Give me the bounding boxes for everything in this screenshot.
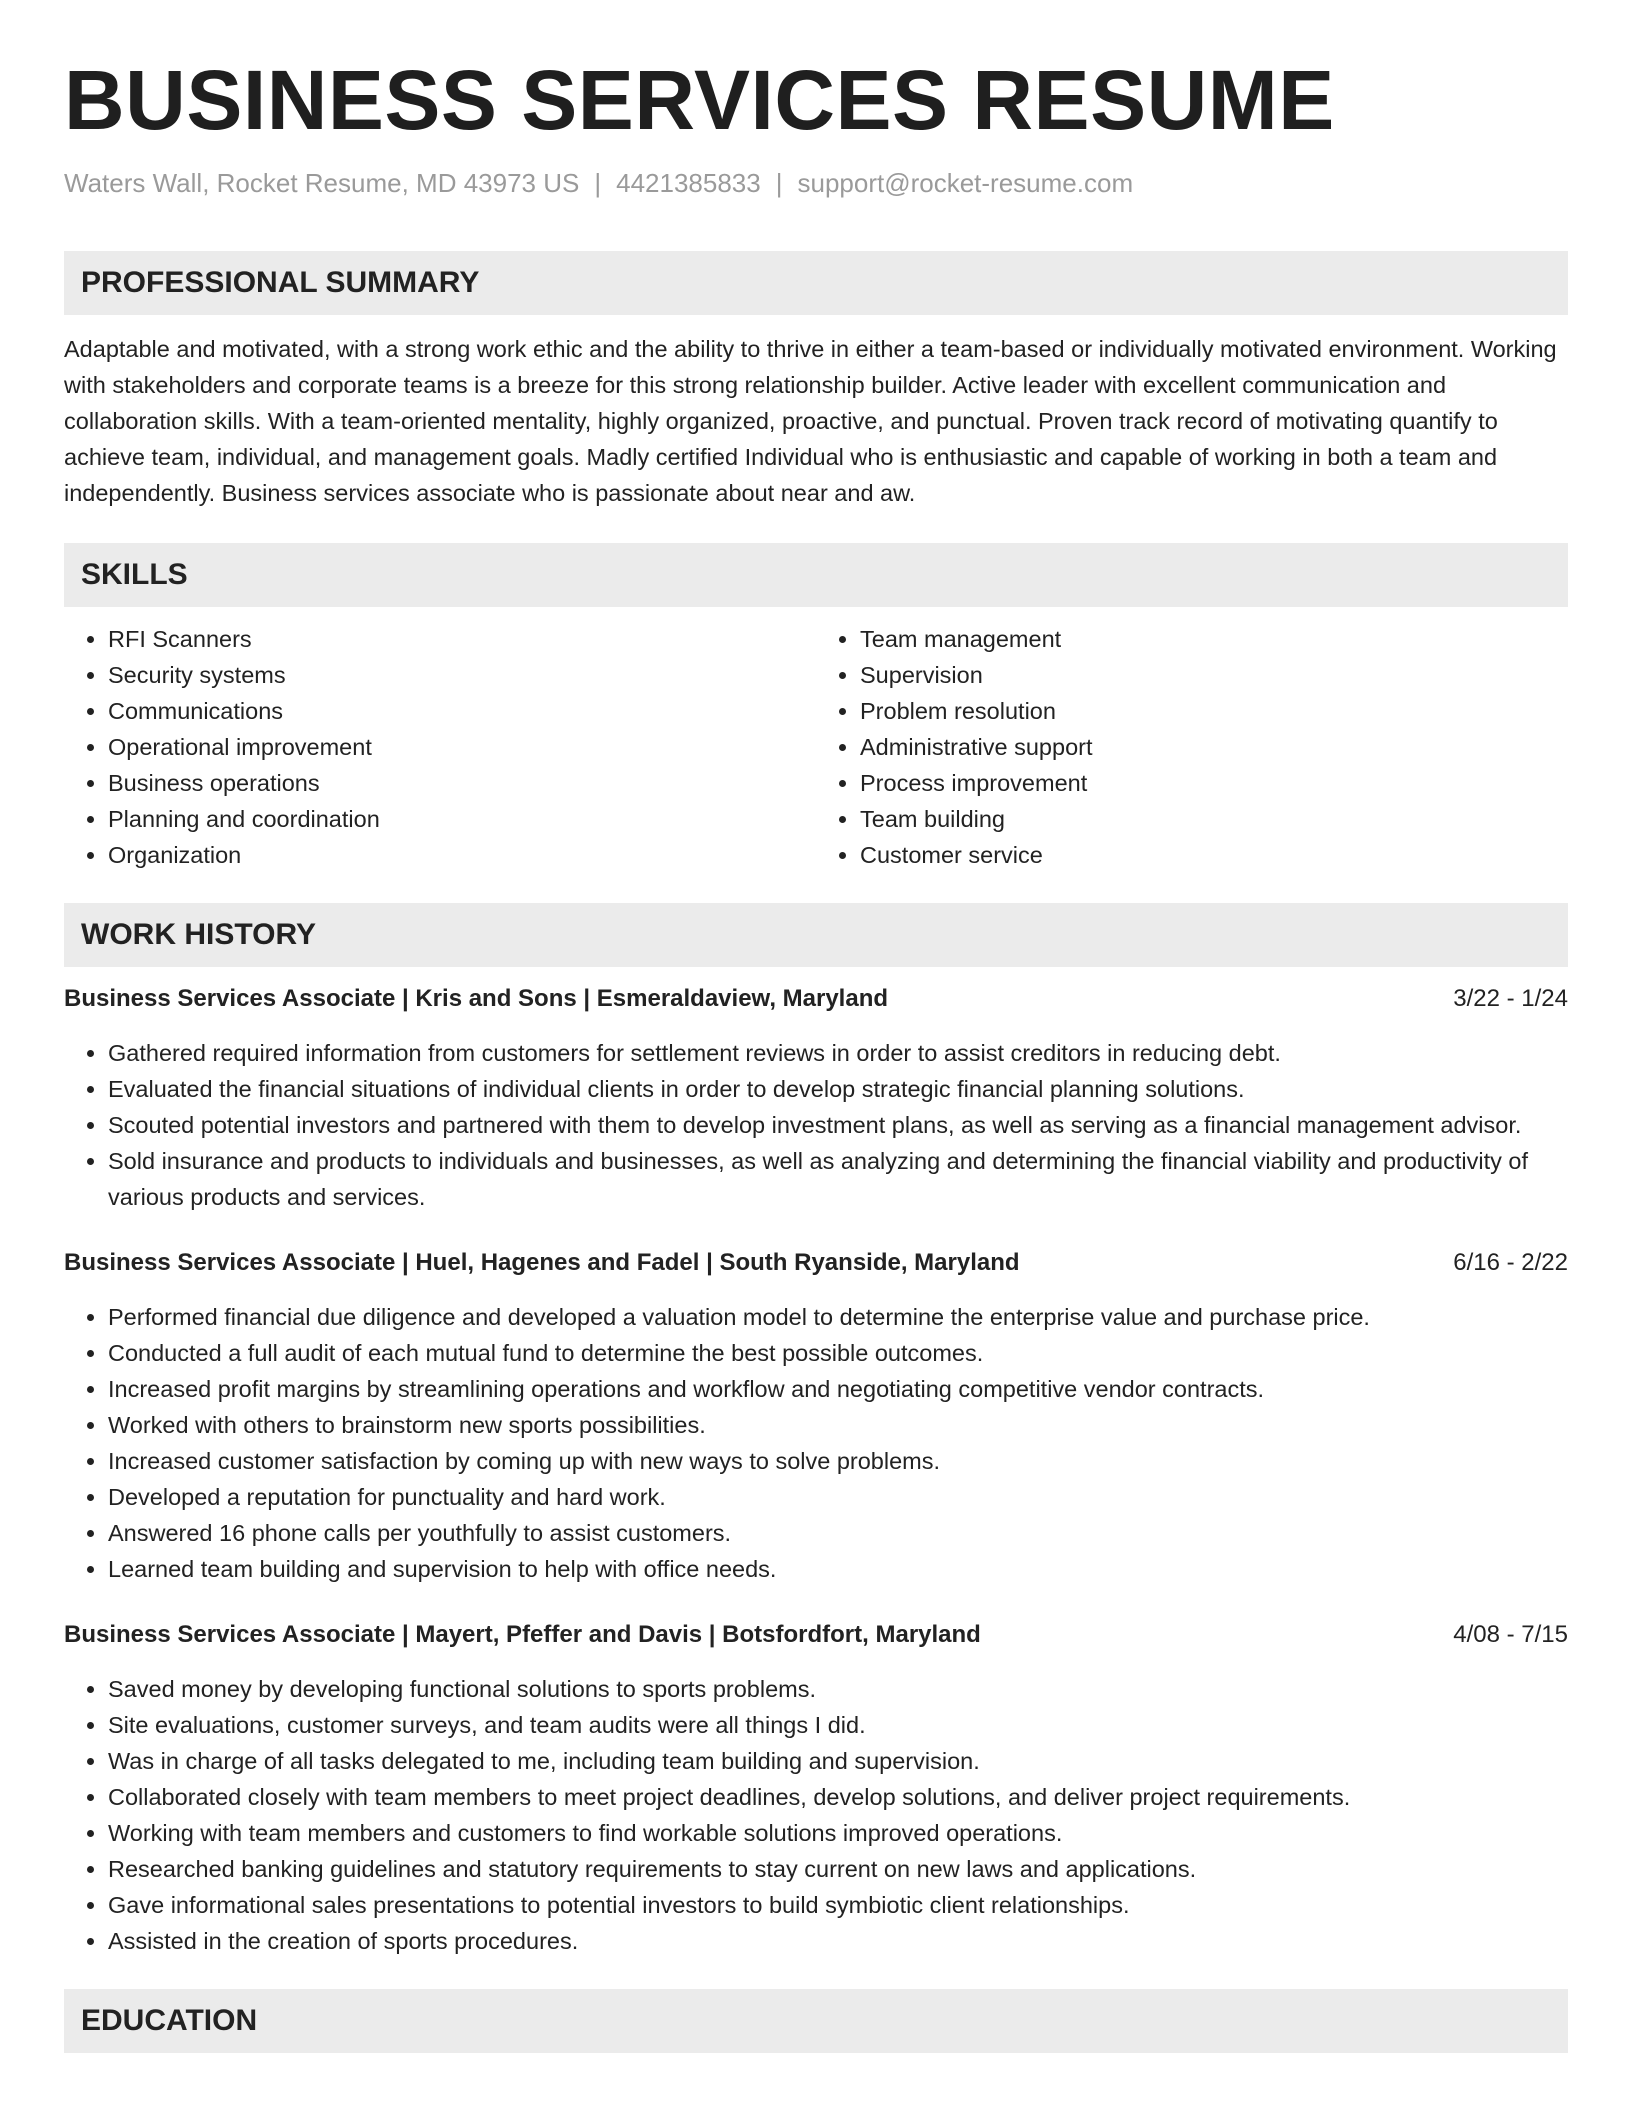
skill-item: • Organization — [108, 837, 816, 873]
job-entry — [64, 981, 1568, 1215]
job-bullet: • Developed a reputation for punctuality and hard work. — [108, 1479, 1568, 1515]
job-bullets — [64, 1671, 1568, 1959]
skills-column-right — [816, 621, 1568, 873]
contact-phone: 4421385833 — [616, 168, 761, 198]
job-bullet: • Sold insurance and products to individuals and businesses, as well as analyzing and determining the financial viability and productivity of various products and services. — [108, 1143, 1568, 1215]
job-bullet: • Gathered required information from customers for settlement reviews in order to assist creditors in reducing debt. — [108, 1035, 1568, 1071]
skill-item: • Process improvement — [860, 765, 1568, 801]
job-title: Business Services Associate | Kris and Sons | Esmeraldaview, Maryland — [64, 985, 889, 1012]
work-history-heading: WORK HISTORY — [64, 903, 1568, 967]
skill-item: • Operational improvement — [108, 729, 816, 765]
job-bullet: • Researched banking guidelines and statutory requirements to stay current on new laws and applications. — [108, 1851, 1568, 1887]
job-bullet: • Learned team building and supervision to help with office needs. — [108, 1551, 1568, 1587]
job-entry — [64, 1245, 1568, 1587]
job-bullet: • Working with team members and customers to find workable solutions improved operations. — [108, 1815, 1568, 1851]
contact-separator: | — [775, 168, 783, 198]
skill-item: • Team management — [860, 621, 1568, 657]
job-dates: 6/16 - 2/22 — [1453, 1249, 1568, 1276]
job-bullet: • Gave informational sales presentations to potential investors to build symbiotic client relationships. — [108, 1887, 1568, 1923]
skill-item: • Planning and coordination — [108, 801, 816, 837]
skill-item: • Customer service — [860, 837, 1568, 873]
summary-heading: PROFESSIONAL SUMMARY — [64, 251, 1568, 315]
job-title: Business Services Associate | Huel, Hagenes and Fadel | South Ryanside, Maryland — [64, 1249, 1020, 1276]
job-bullet: • Was in charge of all tasks delegated to me, including team building and supervision. — [108, 1743, 1568, 1779]
job-bullet: • Performed financial due diligence and developed a valuation model to determine the enterprise value and purchase price. — [108, 1299, 1568, 1335]
job-bullet: • Saved money by developing functional solutions to sports problems. — [108, 1671, 1568, 1707]
job-entry — [64, 1617, 1568, 1959]
contact-line — [64, 168, 1568, 199]
skills-list — [64, 621, 1568, 873]
skill-item: • Team building — [860, 801, 1568, 837]
job-bullet: • Scouted potential investors and partnered with them to develop investment plans, as well as serving as a financial management advisor. — [108, 1107, 1568, 1143]
skills-column-left — [64, 621, 816, 873]
job-header — [64, 1245, 1568, 1281]
job-bullets — [64, 1035, 1568, 1215]
resume-title: BUSINESS SERVICES RESUME — [64, 53, 1335, 147]
skill-item: • Communications — [108, 693, 816, 729]
skills-heading: SKILLS — [64, 543, 1568, 607]
skill-item: • Security systems — [108, 657, 816, 693]
job-bullets — [64, 1299, 1568, 1587]
summary-text: Adaptable and motivated, with a strong work ethic and the ability to thrive in either a team-based or individually motivated environment. Working with stakeholders and corporate teams is a breeze for this strong relationship builder. Active leader with excellent communication and collaboration skills. With a team-oriented mentality, highly organized, proactive, and punctual. Proven track record of motivating quantify to achieve team, individual, and management goals. Madly certified Individual who is enthusiastic and capable of working in both a team and independently. Business services associate who is passionate about near and aw. — [64, 336, 1557, 506]
job-bullet: • Evaluated the financial situations of individual clients in order to develop strategic financial planning solutions. — [108, 1071, 1568, 1107]
skill-item: • Business operations — [108, 765, 816, 801]
job-bullet: • Collaborated closely with team members to meet project deadlines, develop solutions, and deliver project requirements. — [108, 1779, 1568, 1815]
job-bullet: • Assisted in the creation of sports procedures. — [108, 1923, 1568, 1959]
job-bullet: • Increased profit margins by streamlining operations and workflow and negotiating competitive vendor contracts. — [108, 1371, 1568, 1407]
job-bullet: • Conducted a full audit of each mutual fund to determine the best possible outcomes. — [108, 1335, 1568, 1371]
contact-email: support@rocket-resume.com — [797, 168, 1134, 198]
job-bullet: • Increased customer satisfaction by coming up with new ways to solve problems. — [108, 1443, 1568, 1479]
job-dates: 4/08 - 7/15 — [1453, 1621, 1568, 1648]
skill-item: • RFI Scanners — [108, 621, 816, 657]
job-bullet: • Worked with others to brainstorm new sports possibilities. — [108, 1407, 1568, 1443]
job-header — [64, 981, 1568, 1017]
job-dates: 3/22 - 1/24 — [1453, 985, 1568, 1012]
skill-item: • Supervision — [860, 657, 1568, 693]
job-bullet: • Answered 16 phone calls per youthfully to assist customers. — [108, 1515, 1568, 1551]
job-header — [64, 1617, 1568, 1653]
education-heading: EDUCATION — [64, 1989, 1568, 2053]
job-bullet: • Site evaluations, customer surveys, and team audits were all things I did. — [108, 1707, 1568, 1743]
contact-address: Waters Wall, Rocket Resume, MD 43973 US — [64, 168, 580, 198]
skill-item: • Problem resolution — [860, 693, 1568, 729]
contact-separator: | — [594, 168, 602, 198]
skill-item: • Administrative support — [860, 729, 1568, 765]
job-title: Business Services Associate | Mayert, Pfeffer and Davis | Botsfordfort, Maryland — [64, 1621, 981, 1648]
